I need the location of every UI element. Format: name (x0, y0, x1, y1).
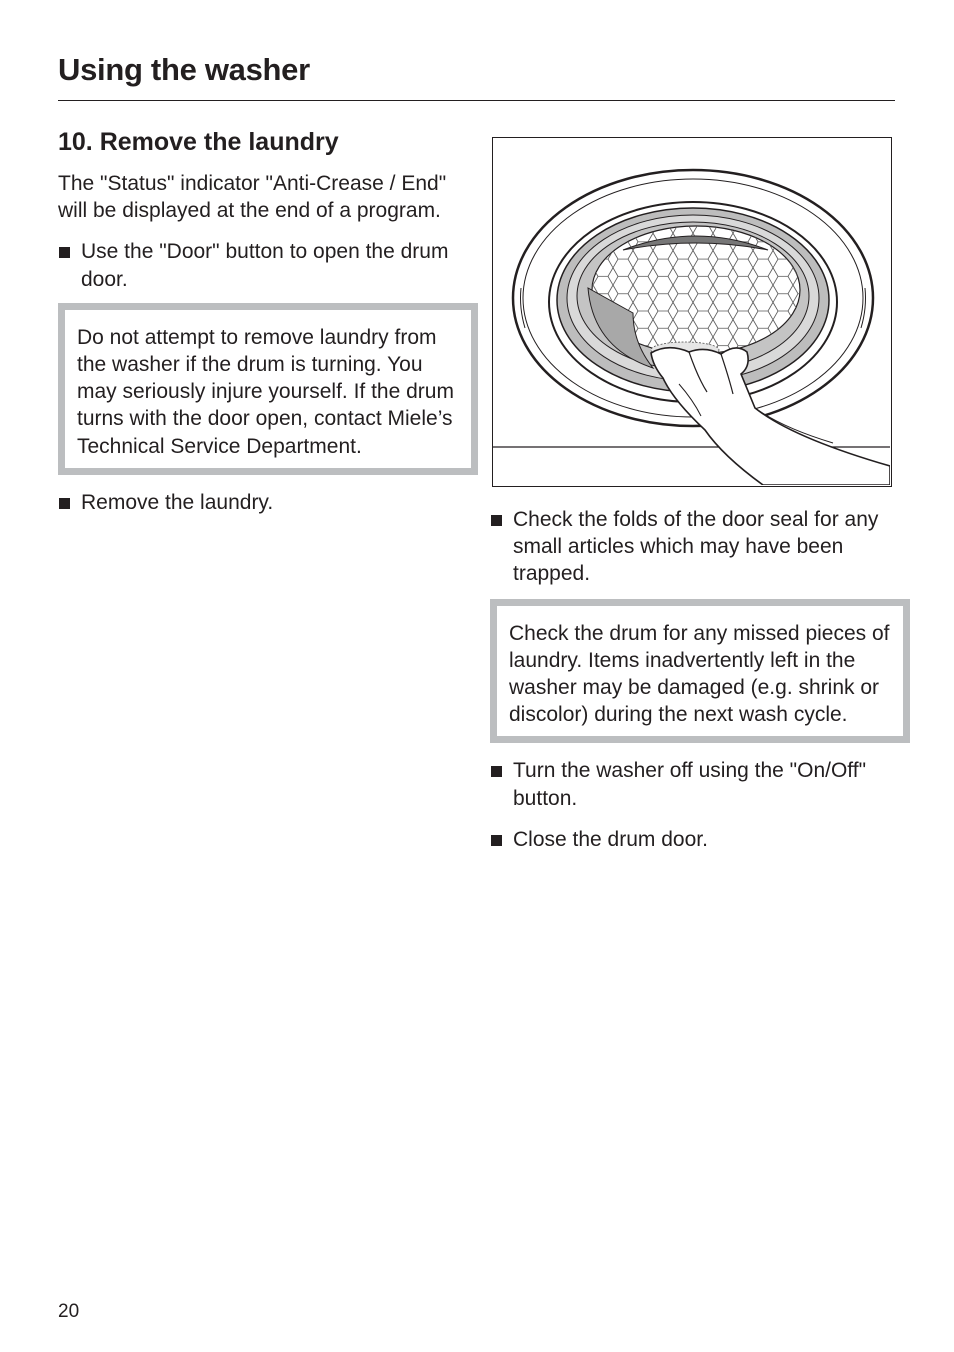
square-bullet-icon (491, 766, 502, 777)
bullet-text: Close the drum door. (513, 827, 708, 851)
bullet-item (490, 757, 900, 811)
square-bullet-icon (491, 515, 502, 526)
bullet-text: Check the folds of the door seal for any small articles which may have been trapped. (513, 508, 879, 586)
page-number: 20 (58, 1301, 80, 1322)
page-title: Using the washer (58, 52, 310, 87)
left-column (58, 124, 468, 516)
bullet-text: Use the "Door" button to open the drum door. (81, 240, 449, 291)
square-bullet-icon (491, 835, 502, 846)
note-text: Check the drum for any missed pieces of laundry. Items inadvertently left in the washer may be damaged (e.g. shrink or discolor) during the next wash cycle. (509, 621, 890, 727)
right-column (490, 506, 900, 853)
note-box (490, 599, 910, 744)
bullet-text: Remove the laundry. (81, 490, 274, 514)
drum-door-seal-hand-illustration (492, 137, 892, 487)
bullet-item (58, 489, 468, 516)
intro-paragraph: The "Status" indicator "Anti-Crease / End" will be displayed at the end of a program. (58, 172, 447, 223)
square-bullet-icon (59, 498, 70, 509)
bullet-text: Turn the washer off using the "On/Off" button. (513, 759, 867, 810)
bullet-item (490, 506, 900, 588)
section-heading: 10. Remove the laundry (58, 128, 339, 156)
warning-box (58, 303, 478, 475)
warning-text: Do not attempt to remove laundry from the washer if the drum is turning. You may seriously injure yourself. If the drum turns with the door open, contact Miele’s Technical Service Department. (77, 325, 454, 458)
title-divider (58, 100, 895, 101)
bullet-item (58, 238, 468, 292)
drum-illustration-svg (493, 138, 890, 485)
bullet-item (490, 826, 900, 853)
square-bullet-icon (59, 247, 70, 258)
